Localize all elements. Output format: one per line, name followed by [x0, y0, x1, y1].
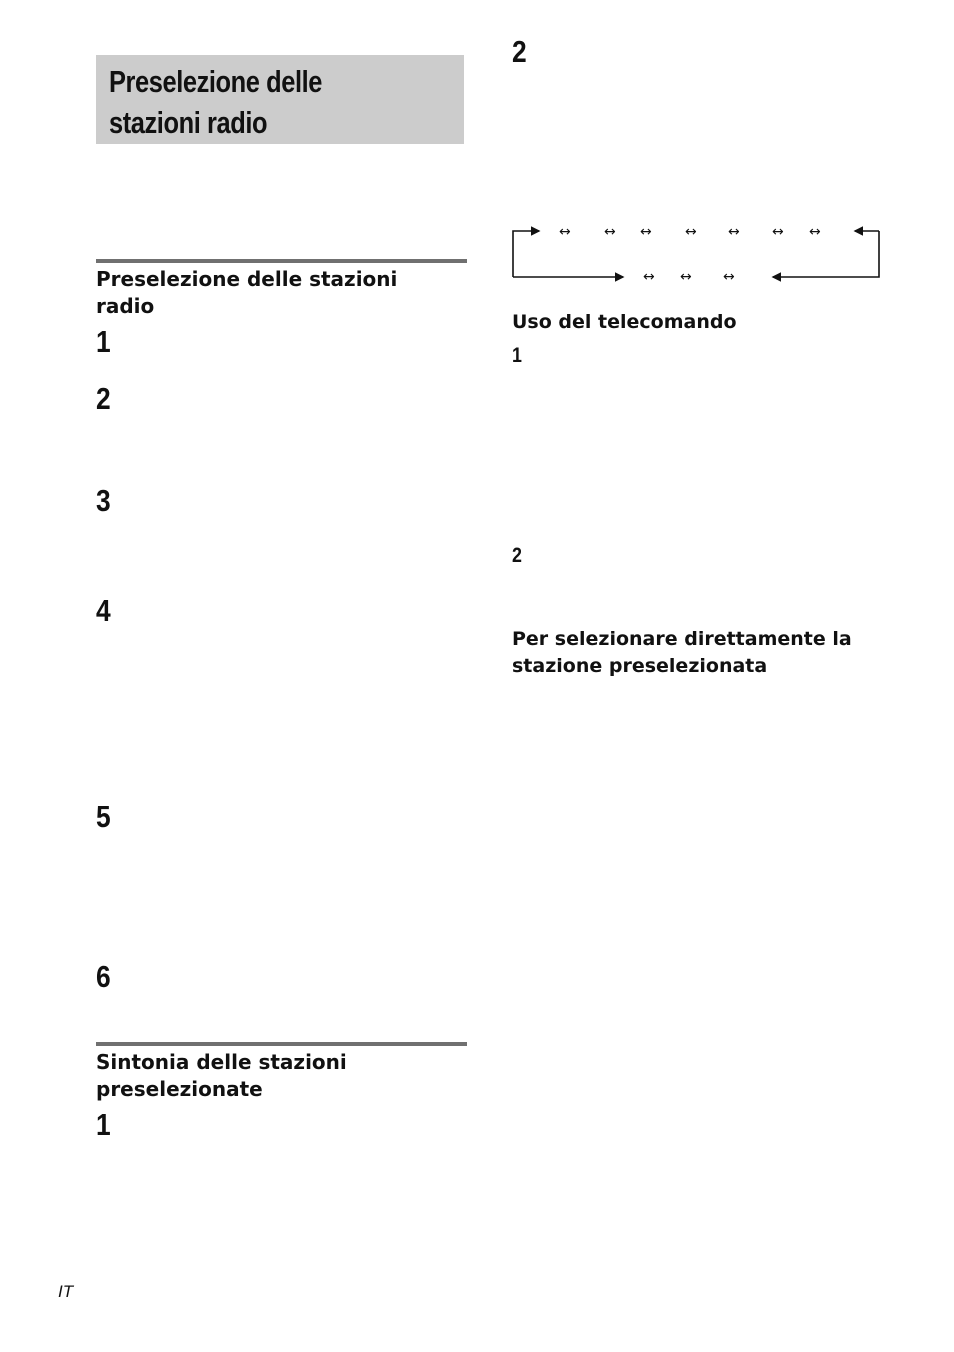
language-code: IT	[58, 1282, 74, 1301]
section-heading-tuning: Sintonia delle stazioni preselezionate	[96, 1050, 347, 1101]
cycle-arrow: ↔	[809, 224, 821, 240]
cycle-arrow: ↔	[728, 224, 740, 240]
section-heading-preselection: Preselezione delle stazioni radio	[96, 267, 398, 318]
cycle-connector-bottom-right	[773, 231, 879, 277]
cycle-arrow: ↔	[772, 224, 784, 240]
page-title-line-2: stazioni radio	[109, 105, 268, 140]
step-number: 6	[96, 959, 111, 994]
cycle-arrow: ↔	[685, 224, 697, 240]
cycle-arrow: ↔	[680, 269, 692, 285]
step-number: 5	[96, 799, 111, 834]
step-number: 2	[96, 381, 111, 416]
cycle-arrow: ↔	[643, 269, 655, 285]
section-heading-direct-select: Per selezionare direttamente la stazione preselezionata	[512, 628, 852, 677]
page-title	[96, 55, 464, 144]
section-heading-remote: Uso del telecomando	[512, 311, 737, 333]
page-title-line-1: Preselezione delle	[109, 64, 323, 99]
cycle-arrow: ↔	[723, 269, 735, 285]
step-number: 1	[96, 324, 111, 359]
preset-cycle-diagram	[505, 220, 890, 286]
cycle-arrow: ↔	[604, 224, 616, 240]
step-number: 2	[512, 544, 522, 567]
cycle-arrow: ↔	[559, 224, 571, 240]
step-number: 1	[512, 344, 522, 367]
step-number: 1	[96, 1107, 111, 1142]
step-number: 3	[96, 483, 111, 518]
step-number: 2	[512, 34, 527, 69]
step-number: 4	[96, 593, 111, 628]
section-divider	[96, 259, 467, 263]
cycle-arrow: ↔	[640, 224, 652, 240]
section-divider	[96, 1042, 467, 1046]
cycle-connector-top-left	[513, 231, 539, 277]
